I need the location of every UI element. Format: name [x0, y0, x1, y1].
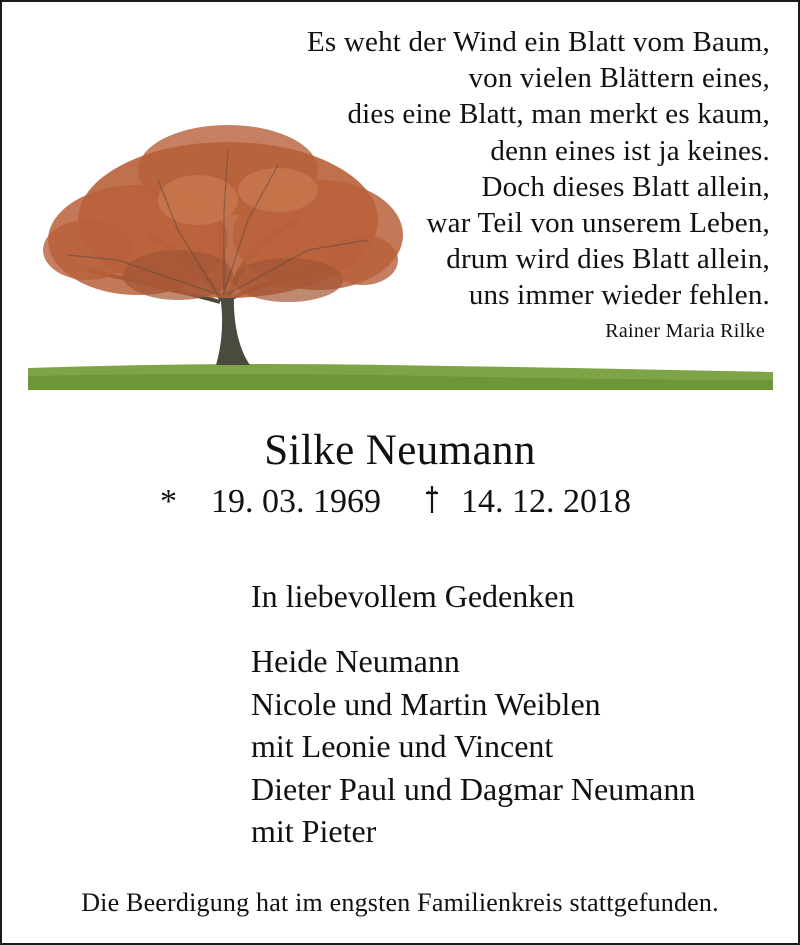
mourner-line: mit Leonie und Vincent [251, 728, 554, 764]
memorial-text: In liebevollem Gedenken [251, 578, 575, 614]
dagger-icon [425, 484, 439, 514]
poem-line: Es weht der Wind ein Blatt vom Baum, [307, 26, 770, 58]
poem [250, 24, 770, 314]
poem-line: Doch dieses Blatt allein, [481, 170, 770, 203]
death-date: 14. 12. 2018 [461, 483, 631, 520]
mourners-list [251, 640, 695, 853]
poem-line: uns immer wieder fehlen. [468, 279, 770, 312]
poem-line: denn eines ist ja keines. [490, 134, 770, 167]
poem-line: dies eine Blatt, man merkt es kaum, [347, 98, 770, 131]
funeral-note: Die Beerdigung hat im engsten Familienkreis stattgefunden. [81, 888, 719, 917]
poem-line: von vielen Blättern eines, [468, 62, 770, 95]
life-dates [160, 482, 631, 521]
mourner-line: mit Pieter [251, 813, 377, 849]
poem-line: war Teil von unserem Leben, [426, 207, 770, 240]
mourner-line: Nicole und Martin Weiblen [251, 685, 601, 722]
mourner-line: Dieter Paul und Dagmar Neumann [251, 770, 696, 807]
birth-date: 19. 03. 1969 [211, 483, 381, 520]
deceased-name: Silke Neumann [264, 427, 536, 474]
poem-author: Rainer Maria Rilke [605, 320, 765, 342]
mourner-line: Heide Neumann [251, 643, 460, 679]
birth-symbol: * [160, 483, 177, 520]
poem-line: drum wird dies Blatt allein, [446, 243, 770, 276]
